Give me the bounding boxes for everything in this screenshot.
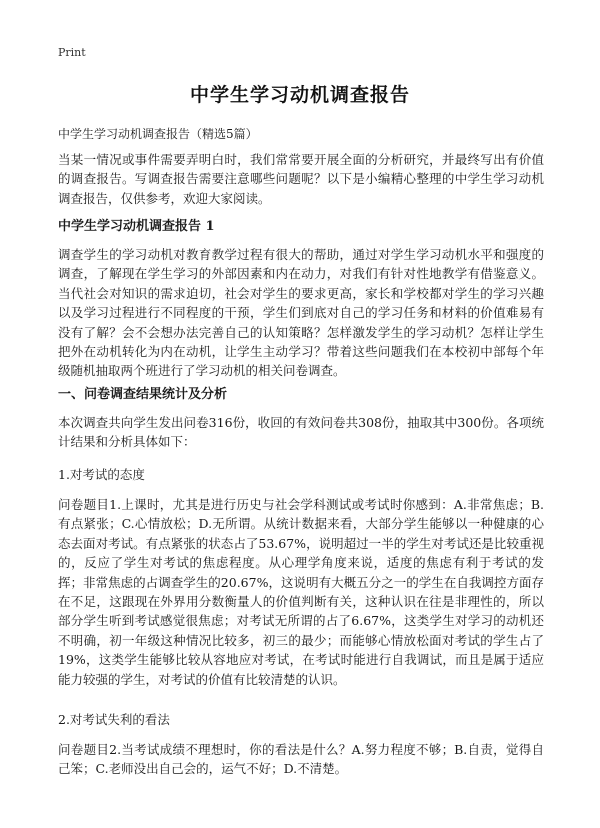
section1-paragraph: 本次调查共向学生发出问卷316份，收回的有效问卷共308份，抽取其中300份。各项统计结果和分析具体如下： (58, 415, 544, 450)
item1-heading: 1.对考试的态度 (58, 467, 145, 482)
item2-heading: 2.对考试失利的看法 (58, 712, 170, 727)
page-title: 中学生学习动机调查报告 (189, 84, 410, 106)
intro-paragraph: 当某一情况或事件需要弄明白时，我们常常要开展全面的分析研究，并最终写出有价值的调查报告。写调查报告需要注意哪些问题呢？以下是小编精心整理的中学生学习动机调查报告，仅供参考，欢迎大家阅读。 (58, 152, 544, 206)
section1-heading: 一、问卷调查结果统计及分析 (58, 387, 228, 402)
item2-paragraph: 问卷题目2.当考试成绩不理想时，你的看法是什么？A.努力程度不够；B.自责，觉得自己笨；C.老师没出自己会的，运气不好；D.不清楚。 (58, 742, 544, 777)
report1-heading: 中学生学习动机调查报告 1 (58, 219, 215, 234)
report1-paragraph: 调查学生的学习动机对教育教学过程有很大的帮助，通过对学生学习动机水平和强度的调查，了解现在学生学习的外部因素和内在动力，对我们有针对性地教学有借鉴意义。当代社会对知识的需求迫切，社会对学生的要求更高，家长和学校都对学生的学习兴趣以及学习过程进行不同程度的干预，学生们到底对自己的学习任务和材料的价值难易有没有了解？会不会想办法完善自己的认知策略？怎样激发学生的学习动机？怎样让学生把外在动机转化为内在动机，让学生主动学习？带着这些问题我们在本校初中部每个年级随机抽取两个班进行了学习动机的相关问卷调查。 (58, 247, 544, 379)
print-label[interactable]: Print (58, 46, 86, 59)
item1-paragraph: 问卷题目1.上课时，尤其是进行历史与社会学科测试或考试时你感到：A.非常焦虑；B.有点紧张；C.心情放松；D.无所谓。从统计数据来看，大部分学生能够以一种健康的心态去面对考试。有点紧张的状态占了53.67%，说明超过一半的学生对考试还是比较重视的，反应了学生对考试的焦虑程度。从心理学角度来说，适度的焦虑有利于考试的发挥；非常焦虑的占调查学生的20.67%，这说明有大概五分之一的学生在自我调控方面存在不足，这跟现在外界用分数衡量人的价值判断有关，这种认识在往是非理性的，所以部分学生听到考试感觉很焦虑；对考试无所谓的占了6.67%，这类学生对学习的动机还不明确，初一年级这种情况比较多，初三的最少；而能够心情放松面对考试的学生占了19%，这类学生能够比较从容地应对考试，在考试时能进行自我调试，而且是属于适应能力较强的学生，对考试的价值有比较清楚的认识。 (58, 497, 544, 687)
document-subtitle: 中学生学习动机调查报告（精选5篇） (58, 127, 258, 141)
